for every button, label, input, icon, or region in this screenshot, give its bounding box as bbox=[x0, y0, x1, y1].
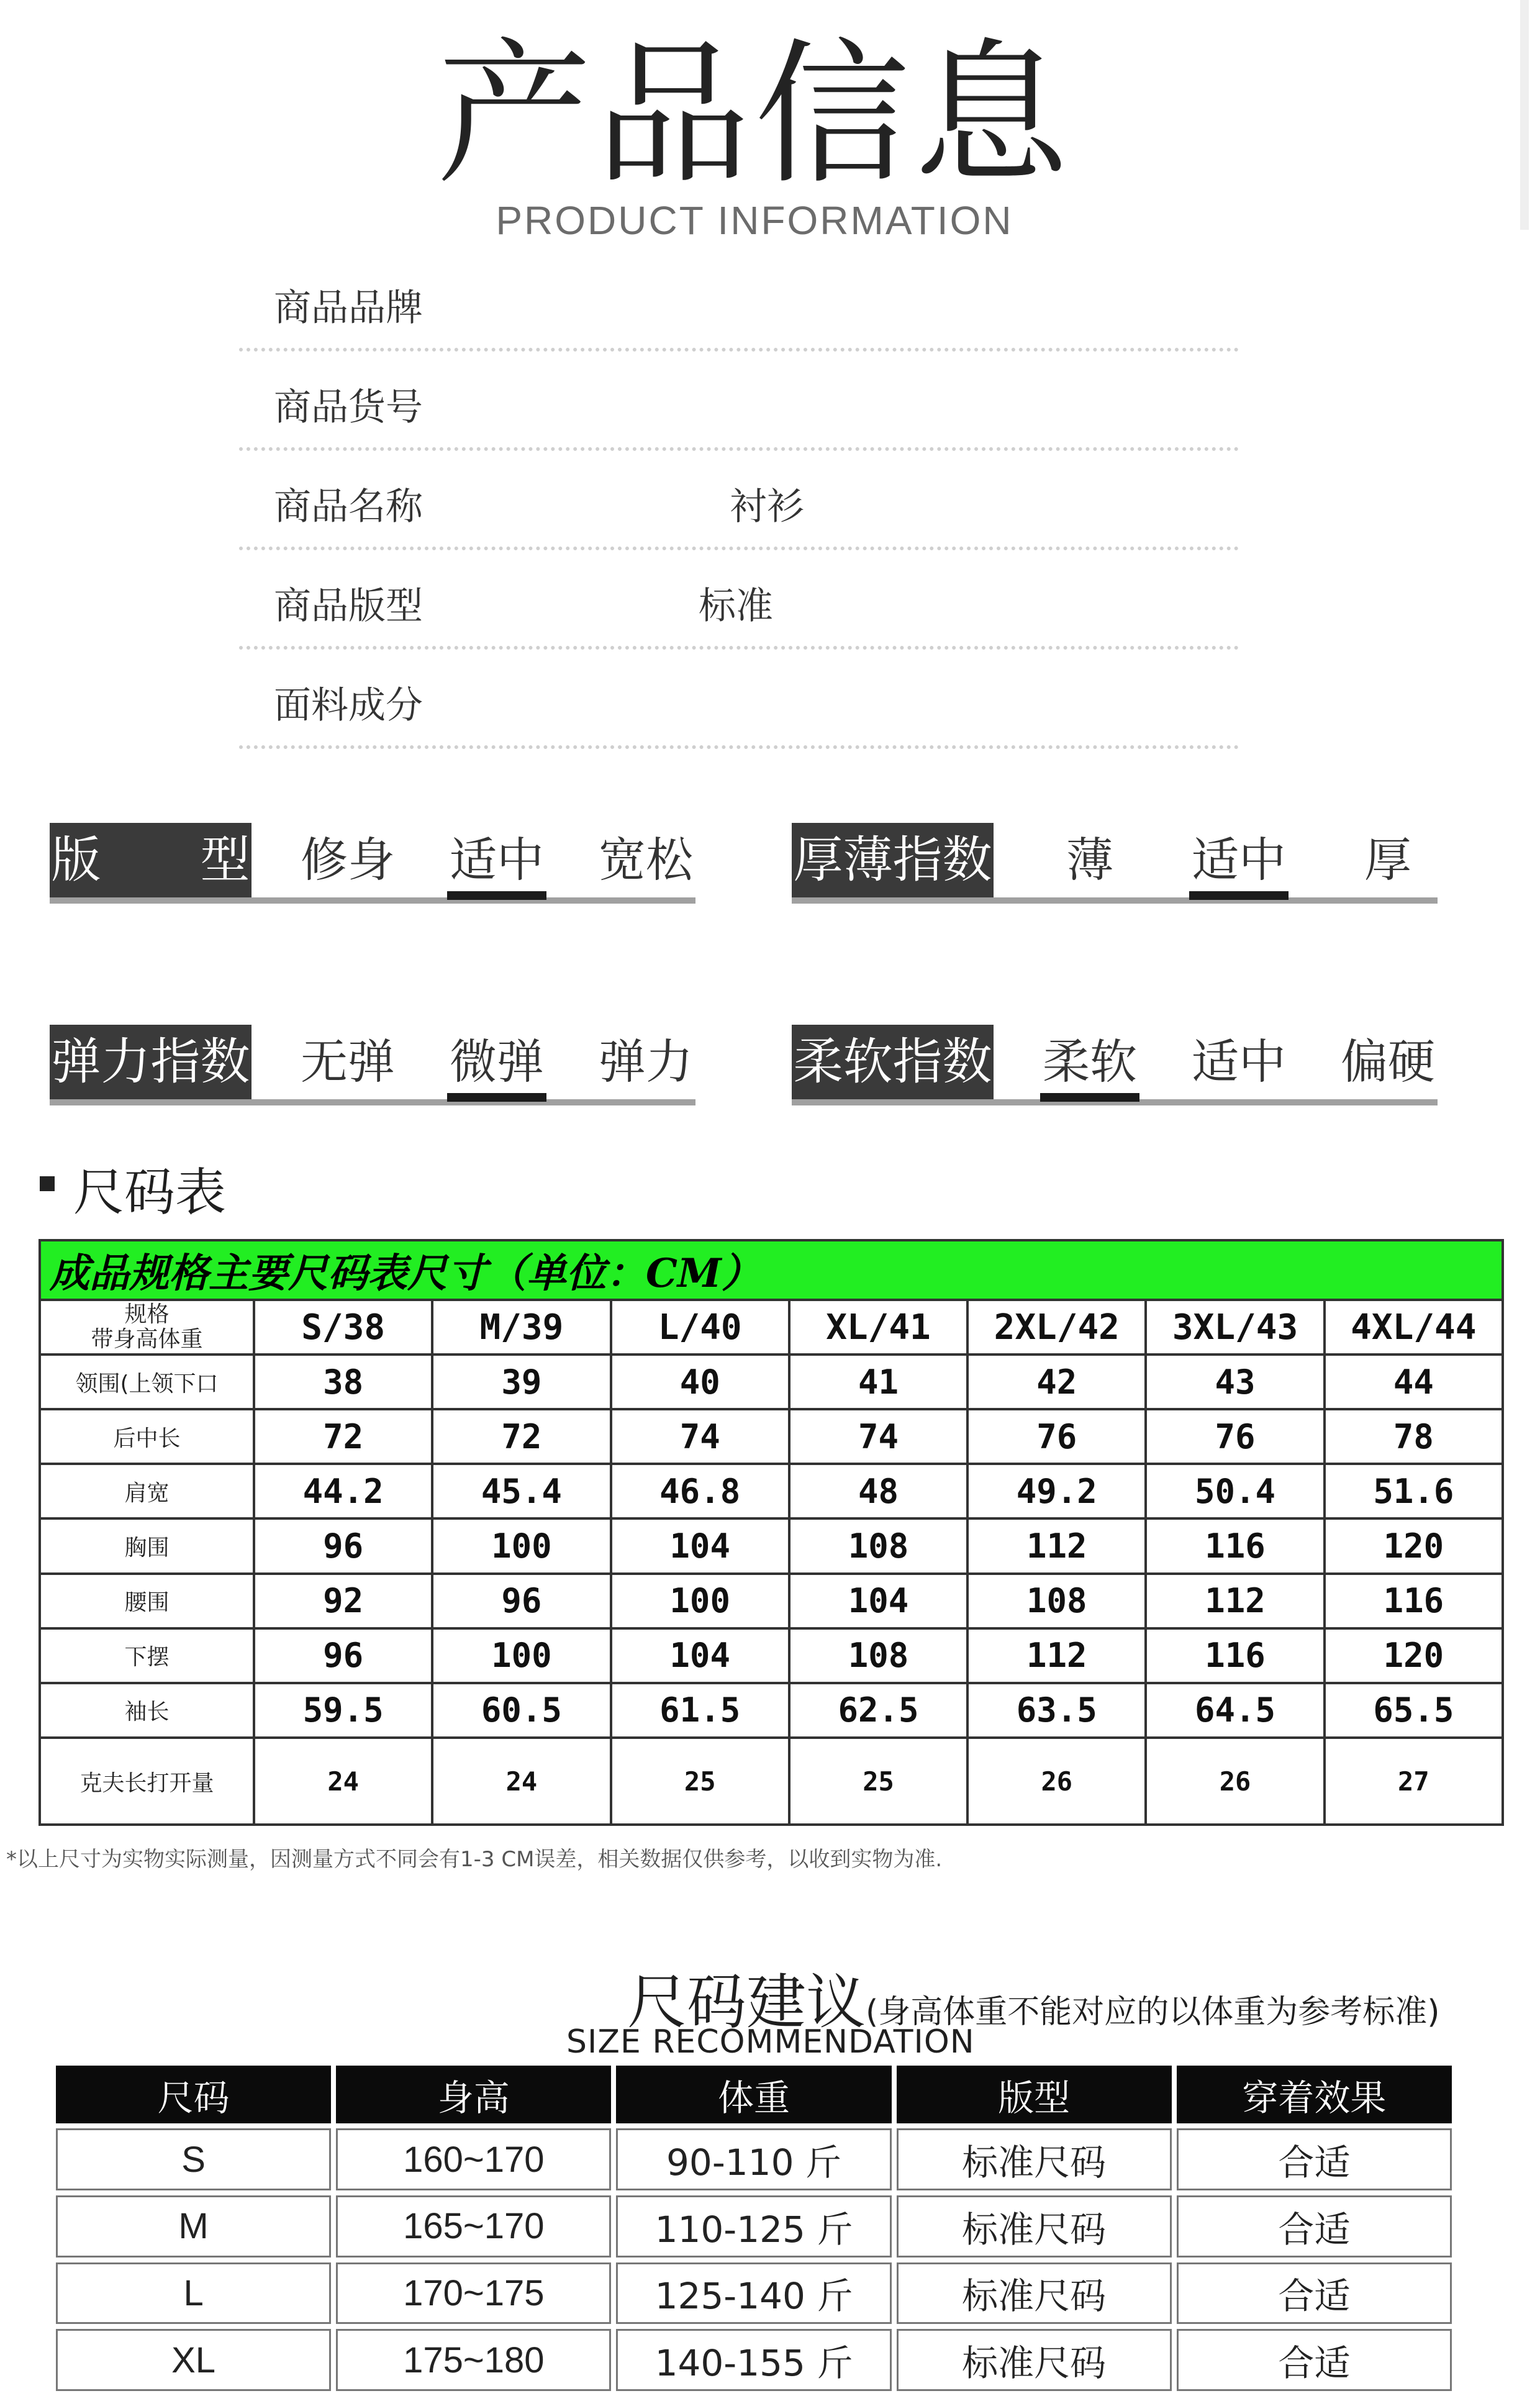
table-cell: 140-155 斤 bbox=[616, 2329, 891, 2391]
table-cell: 116 bbox=[1146, 1518, 1324, 1573]
recommendation-title-main: 尺码建议 bbox=[627, 1967, 866, 2037]
table-row bbox=[56, 2195, 1452, 2258]
table-cell: 120 bbox=[1325, 1518, 1503, 1573]
table-cell: 25 bbox=[611, 1738, 789, 1825]
table-cell: 160~170 bbox=[336, 2128, 611, 2190]
option-regular-selected: 适中 bbox=[447, 829, 546, 900]
table-cell: 40 bbox=[611, 1355, 789, 1409]
table-cell: 38 bbox=[254, 1355, 432, 1409]
table-cell: 76 bbox=[1146, 1409, 1324, 1464]
table-cell: 45.4 bbox=[432, 1464, 610, 1518]
size-header-cell: S/38 bbox=[254, 1300, 432, 1355]
table-cell: 合适 bbox=[1177, 2195, 1452, 2258]
table-cell: 27 bbox=[1325, 1738, 1503, 1825]
table-cell: 112 bbox=[967, 1628, 1146, 1683]
edge-divider bbox=[1520, 0, 1529, 230]
scale-baseline bbox=[50, 1099, 695, 1105]
table-cell: 46.8 bbox=[611, 1464, 789, 1518]
table-cell: 108 bbox=[789, 1628, 967, 1683]
table-cell: 标准尺码 bbox=[897, 2128, 1172, 2190]
info-label: 商品版型 bbox=[274, 584, 423, 628]
info-label: 商品品牌 bbox=[274, 286, 423, 330]
table-cell: 112 bbox=[1146, 1574, 1324, 1628]
table-cell: 100 bbox=[432, 1628, 610, 1683]
option-medium: 适中 bbox=[1192, 1034, 1286, 1089]
table-cell: M bbox=[56, 2195, 331, 2258]
size-header-cell: XL/41 bbox=[789, 1300, 967, 1355]
size-chart-banner-row bbox=[40, 1240, 1503, 1300]
column-header: 穿着效果 bbox=[1177, 2066, 1452, 2123]
table-cell: 72 bbox=[432, 1409, 610, 1464]
table-cell: 104 bbox=[611, 1628, 789, 1683]
table-cell: 61.5 bbox=[611, 1683, 789, 1738]
column-header: 身高 bbox=[336, 2066, 611, 2123]
column-header: 版型 bbox=[897, 2066, 1172, 2123]
scale-baseline bbox=[792, 897, 1438, 904]
size-header-row bbox=[40, 1300, 1503, 1355]
table-cell: 92 bbox=[254, 1574, 432, 1628]
table-row bbox=[56, 2262, 1452, 2325]
info-row-brand bbox=[239, 248, 1239, 352]
table-row bbox=[40, 1464, 1503, 1518]
row-label: 下摆 bbox=[40, 1628, 254, 1683]
option-thin: 薄 bbox=[1066, 832, 1113, 887]
table-cell: 标准尺码 bbox=[897, 2329, 1172, 2391]
table-row bbox=[40, 1628, 1503, 1683]
table-cell: 26 bbox=[967, 1738, 1146, 1825]
table-cell: 116 bbox=[1146, 1628, 1324, 1683]
table-cell: 65.5 bbox=[1325, 1683, 1503, 1738]
size-header-label bbox=[40, 1300, 254, 1355]
scale-softness bbox=[792, 1025, 1438, 1105]
table-cell: 72 bbox=[254, 1409, 432, 1464]
table-cell: 42 bbox=[967, 1355, 1146, 1409]
table-row bbox=[40, 1738, 1503, 1825]
option-stretch: 弹力 bbox=[599, 1034, 693, 1089]
table-cell: 59.5 bbox=[254, 1683, 432, 1738]
table-cell: 96 bbox=[254, 1628, 432, 1683]
row-label: 后中长 bbox=[40, 1409, 254, 1464]
table-cell: 90-110 斤 bbox=[616, 2128, 891, 2190]
table-cell: 108 bbox=[789, 1518, 967, 1573]
scale-fit bbox=[50, 823, 695, 904]
scale-elasticity bbox=[50, 1025, 695, 1105]
info-label: 商品名称 bbox=[274, 485, 423, 529]
table-row bbox=[56, 2128, 1452, 2190]
table-cell: 60.5 bbox=[432, 1683, 610, 1738]
scale-tag-elasticity: 弹力指数 bbox=[50, 1025, 251, 1099]
table-cell: 标准尺码 bbox=[897, 2195, 1172, 2258]
page-subtitle: PRODUCT INFORMATION bbox=[496, 198, 1013, 243]
info-row-name bbox=[239, 447, 1239, 550]
scale-tag-thickness: 厚薄指数 bbox=[792, 823, 994, 897]
info-row-fit bbox=[239, 547, 1239, 650]
info-value: 衬衫 bbox=[730, 485, 804, 529]
table-cell: 96 bbox=[432, 1574, 610, 1628]
table-cell: 44 bbox=[1325, 1355, 1503, 1409]
table-cell: 26 bbox=[1146, 1738, 1324, 1825]
table-cell: 104 bbox=[611, 1518, 789, 1573]
option-loose: 宽松 bbox=[599, 832, 693, 887]
table-cell: 112 bbox=[967, 1518, 1146, 1573]
option-thick: 厚 bbox=[1364, 832, 1411, 887]
table-cell: 74 bbox=[789, 1409, 967, 1464]
option-soft-selected: 柔软 bbox=[1040, 1031, 1139, 1102]
size-chart-banner: 成品规格主要尺码表尺寸（单位：CM） bbox=[40, 1240, 1503, 1300]
table-cell: 100 bbox=[611, 1574, 789, 1628]
size-chart-note: *以上尺寸为实物实际测量，因测量方式不同会有1-3 CM误差，相关数据仅供参考，以收到实物为准. bbox=[6, 1847, 943, 1872]
table-cell: 合适 bbox=[1177, 2329, 1452, 2391]
recommendation-subtitle: SIZE RECOMMENDATION bbox=[566, 2023, 975, 2061]
row-label: 肩宽 bbox=[40, 1464, 254, 1518]
table-cell: 39 bbox=[432, 1355, 610, 1409]
info-row-item-number bbox=[239, 348, 1239, 451]
row-label: 克夫长打开量 bbox=[40, 1738, 254, 1825]
scale-thickness bbox=[792, 823, 1438, 904]
table-cell: 51.6 bbox=[1325, 1464, 1503, 1518]
table-cell: 标准尺码 bbox=[897, 2262, 1172, 2325]
size-header-cell: 4XL/44 bbox=[1325, 1300, 1503, 1355]
scale-tag-fit: 版 型 bbox=[50, 823, 251, 897]
table-row bbox=[40, 1409, 1503, 1464]
size-chart-table bbox=[38, 1239, 1504, 1826]
scale-tag-softness: 柔软指数 bbox=[792, 1025, 994, 1099]
table-row bbox=[56, 2329, 1452, 2391]
table-cell: 63.5 bbox=[967, 1683, 1146, 1738]
info-row-fabric bbox=[239, 646, 1239, 749]
size-header-cell: 3XL/43 bbox=[1146, 1300, 1324, 1355]
table-cell: 74 bbox=[611, 1409, 789, 1464]
table-cell: S bbox=[56, 2128, 331, 2190]
column-header: 体重 bbox=[616, 2066, 891, 2123]
table-cell: 64.5 bbox=[1146, 1683, 1324, 1738]
scale-baseline bbox=[50, 897, 695, 904]
table-cell: 25 bbox=[789, 1738, 967, 1825]
recommendation-title-note: (身高体重不能对应的以体重为参考标准) bbox=[866, 1994, 1440, 2031]
size-recommendation-table bbox=[51, 2061, 1457, 2396]
bullet-icon bbox=[40, 1176, 55, 1191]
table-cell: L bbox=[56, 2262, 331, 2325]
table-cell: 50.4 bbox=[1146, 1464, 1324, 1518]
table-cell: 78 bbox=[1325, 1409, 1503, 1464]
option-slim: 修身 bbox=[301, 832, 395, 887]
info-label: 商品货号 bbox=[274, 386, 423, 429]
table-cell: XL bbox=[56, 2329, 331, 2391]
option-slight-stretch-selected: 微弹 bbox=[447, 1031, 546, 1102]
table-header-row bbox=[56, 2066, 1452, 2123]
table-cell: 120 bbox=[1325, 1628, 1503, 1683]
header-label-top: 规格 bbox=[124, 1302, 170, 1327]
table-cell: 24 bbox=[432, 1738, 610, 1825]
page-title: 产品信息 bbox=[437, 24, 1072, 205]
table-cell: 170~175 bbox=[336, 2262, 611, 2325]
table-cell: 24 bbox=[254, 1738, 432, 1825]
table-row bbox=[40, 1518, 1503, 1573]
table-cell: 104 bbox=[789, 1574, 967, 1628]
info-value: 标准 bbox=[699, 584, 773, 628]
table-row bbox=[40, 1355, 1503, 1409]
table-cell: 62.5 bbox=[789, 1683, 967, 1738]
row-label: 袖长 bbox=[40, 1683, 254, 1738]
table-cell: 43 bbox=[1146, 1355, 1324, 1409]
size-header-cell: M/39 bbox=[432, 1300, 610, 1355]
info-label: 面料成分 bbox=[274, 684, 423, 727]
table-cell: 49.2 bbox=[967, 1464, 1146, 1518]
option-medium-selected: 适中 bbox=[1189, 829, 1289, 900]
size-chart-heading: 尺码表 bbox=[73, 1163, 227, 1222]
size-header-cell: 2XL/42 bbox=[967, 1300, 1146, 1355]
table-row bbox=[40, 1574, 1503, 1628]
table-row bbox=[40, 1683, 1503, 1738]
table-cell: 165~170 bbox=[336, 2195, 611, 2258]
row-label: 腰围 bbox=[40, 1574, 254, 1628]
table-cell: 175~180 bbox=[336, 2329, 611, 2391]
row-label: 胸围 bbox=[40, 1518, 254, 1573]
table-cell: 116 bbox=[1325, 1574, 1503, 1628]
table-cell: 100 bbox=[432, 1518, 610, 1573]
row-label: 领围(上领下口 bbox=[40, 1355, 254, 1409]
table-cell: 合适 bbox=[1177, 2262, 1452, 2325]
table-cell: 41 bbox=[789, 1355, 967, 1409]
header-label-bottom: 带身高体重 bbox=[91, 1327, 203, 1352]
option-stiff: 偏硬 bbox=[1341, 1034, 1435, 1089]
column-header: 尺码 bbox=[56, 2066, 331, 2123]
table-cell: 110-125 斤 bbox=[616, 2195, 891, 2258]
table-cell: 96 bbox=[254, 1518, 432, 1573]
table-cell: 合适 bbox=[1177, 2128, 1452, 2190]
table-cell: 108 bbox=[967, 1574, 1146, 1628]
option-no-stretch: 无弹 bbox=[301, 1034, 395, 1089]
size-header-cell: L/40 bbox=[611, 1300, 789, 1355]
table-cell: 125-140 斤 bbox=[616, 2262, 891, 2325]
table-cell: 44.2 bbox=[254, 1464, 432, 1518]
table-cell: 76 bbox=[967, 1409, 1146, 1464]
table-cell: 48 bbox=[789, 1464, 967, 1518]
